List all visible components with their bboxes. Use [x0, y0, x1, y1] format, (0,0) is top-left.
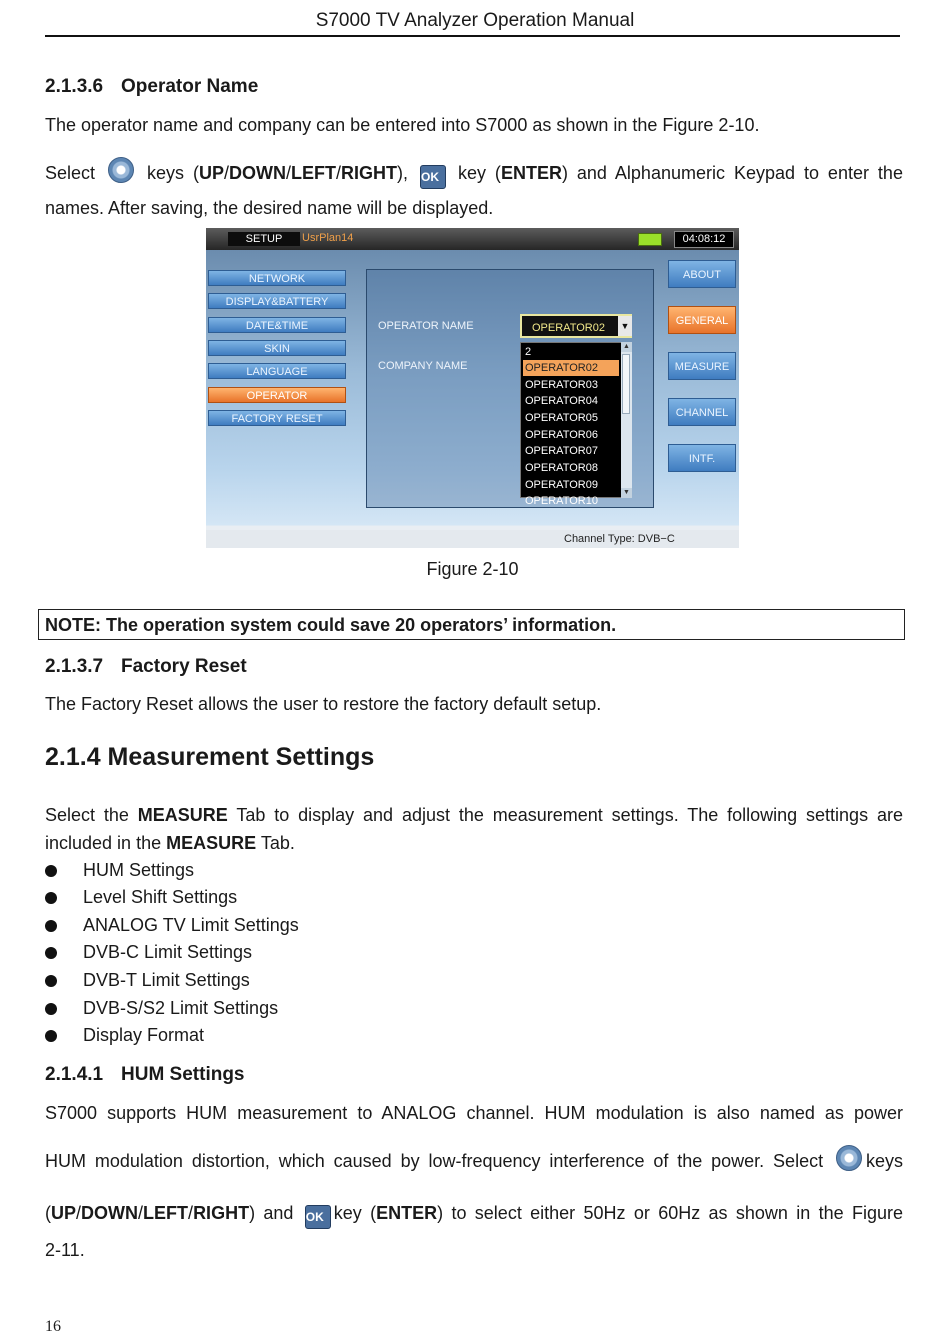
dropdown-item[interactable]: OPERATOR10 [525, 495, 598, 507]
device-screenshot [206, 228, 739, 548]
slash: / [223, 163, 229, 183]
operator-paragraph-1: The operator name and company can be entered into S7000 as shown in the Figure 2-10. [45, 115, 760, 135]
menu-date-time[interactable]: DATE&TIME [208, 317, 346, 333]
list-item: Display Format [83, 1025, 205, 1045]
text-tail: ) and Alphanumeric Keypad to enter the [561, 163, 903, 183]
list-item: DVB-S/S2 Limit Settings [83, 998, 279, 1018]
text: ( [45, 1203, 51, 1223]
clock-display: 04:08:12 [674, 231, 734, 248]
bullet-icon [45, 865, 57, 877]
factory-reset-paragraph: The Factory Reset allows the user to restore the factory default setup. [45, 694, 602, 714]
text: Tab. [260, 833, 295, 853]
bullet-icon [45, 947, 57, 959]
text: keys [865, 1151, 903, 1171]
measure-paragraph-2 [45, 829, 295, 857]
figure-caption: Figure 2-10 [426, 559, 519, 579]
nav-keys-icon [108, 157, 134, 183]
text: ) to select either 50Hz or 60Hz as shown in the Figure [437, 1203, 903, 1223]
heading-measurement-settings: 2.1.4 Measurement Settings [45, 743, 375, 771]
key-down: DOWN [81, 1203, 139, 1223]
key-left: LEFT [143, 1203, 189, 1223]
ok-key-icon: OK [305, 1205, 331, 1229]
dropdown-item[interactable]: OPERATOR04 [525, 395, 598, 407]
dropdown-item[interactable]: 2 [525, 346, 532, 358]
dropdown-item[interactable]: OPERATOR08 [525, 462, 598, 474]
dropdown-item[interactable]: OPERATOR05 [525, 412, 598, 424]
operator-paragraph-2 [45, 157, 903, 189]
dropdown-item[interactable]: OPERATOR06 [525, 429, 598, 441]
menu-skin[interactable]: SKIN [208, 340, 346, 356]
ok-key-icon: OK [420, 165, 446, 189]
text: included in the [45, 833, 162, 853]
list-item: DVB-C Limit Settings [83, 942, 253, 962]
heading-operator-name [45, 76, 258, 98]
section-number: 2.1.3.7 [45, 656, 104, 677]
operator-dropdown-list [520, 342, 632, 507]
chevron-down-icon[interactable]: ▼ [618, 316, 632, 336]
tab-about[interactable]: ABOUT [668, 260, 736, 288]
text: Tab to display and adjust the measurement settings. The following settings are [236, 805, 903, 825]
tab-intf[interactable]: INTF. [668, 444, 736, 472]
bullet-icon [45, 920, 57, 932]
list-item: Level Shift Settings [83, 887, 238, 907]
hum-paragraph-line-3 [45, 1199, 903, 1229]
key-up: UP [198, 163, 224, 183]
menu-operator[interactable]: OPERATOR [208, 387, 346, 403]
text: key ( [333, 1203, 377, 1223]
scroll-up-icon[interactable]: ▲ [621, 342, 632, 352]
dropdown-scrollbar[interactable] [621, 342, 632, 498]
text: HUM modulation distortion, which caused by low-frequency interference of the power. Select [45, 1151, 824, 1171]
bullet-icon [45, 1030, 57, 1042]
menu-language[interactable]: LANGUAGE [208, 363, 346, 379]
measure-tab-ref: MEASURE [166, 833, 257, 853]
tab-channel[interactable]: CHANNEL [668, 398, 736, 426]
list-item: HUM Settings [83, 860, 195, 880]
slash: / [285, 163, 291, 183]
text: ) and [249, 1203, 294, 1223]
list-item: ANALOG TV Limit Settings [83, 915, 299, 935]
slash: / [76, 1203, 82, 1223]
list-item: DVB-T Limit Settings [83, 970, 250, 990]
plan-name: UsrPlan14 [302, 232, 354, 244]
scroll-thumb[interactable] [622, 354, 630, 414]
measure-paragraph-1 [45, 801, 903, 829]
text-keys-open: keys ( [146, 163, 199, 183]
tab-general[interactable]: GENERAL [668, 306, 736, 334]
key-right: RIGHT [341, 163, 398, 183]
key-right: RIGHT [193, 1203, 250, 1223]
dropdown-item-selected[interactable]: OPERATOR02 [523, 360, 619, 376]
dropdown-item[interactable]: OPERATOR09 [525, 479, 598, 491]
key-down: DOWN [228, 163, 286, 183]
menu-factory-reset[interactable]: FACTORY RESET [208, 410, 346, 426]
hum-paragraph-line-1: S7000 supports HUM measurement to ANALOG channel. HUM modulation is also named as power [45, 1103, 903, 1123]
text: Select the [45, 805, 129, 825]
slash: / [138, 1203, 144, 1223]
bullet-icon [45, 1003, 57, 1015]
dropdown-item[interactable]: OPERATOR03 [525, 379, 598, 391]
bullet-icon [45, 975, 57, 987]
hum-paragraph-line-2 [45, 1145, 903, 1175]
section-number: 2.1.3.6 [45, 76, 104, 97]
header-rule [45, 35, 900, 37]
section-title: HUM Settings [121, 1064, 245, 1085]
page-number: 16 [45, 1318, 61, 1335]
operator-name-label: OPERATOR NAME [378, 320, 474, 332]
company-name-label: COMPANY NAME [378, 360, 468, 372]
text-select: Select [45, 163, 96, 183]
section-title: Factory Reset [121, 656, 247, 677]
battery-icon [638, 233, 662, 246]
nav-keys-icon [836, 1145, 862, 1171]
hum-paragraph-line-4: 2-11. [45, 1240, 85, 1260]
slash: / [188, 1203, 194, 1223]
measure-tab-ref: MEASURE [137, 805, 228, 825]
section-title: Operator Name [121, 76, 259, 97]
slash: / [336, 163, 342, 183]
running-header: S7000 TV Analyzer Operation Manual [315, 10, 635, 31]
heading-factory-reset [45, 656, 247, 678]
key-enter: ENTER [500, 163, 562, 183]
channel-type-status: Channel Type: DVB−C [564, 533, 675, 545]
menu-network[interactable]: NETWORK [208, 270, 346, 286]
dropdown-item[interactable]: OPERATOR07 [525, 445, 598, 457]
key-up: UP [51, 1203, 77, 1223]
bullet-icon [45, 892, 57, 904]
tab-measure[interactable]: MEASURE [668, 352, 736, 380]
text-keys-close: ), [397, 163, 409, 183]
note-text: NOTE: The operation system could save 20 operators’ information. [45, 615, 617, 635]
operator-name-select[interactable]: OPERATOR02 [520, 314, 632, 338]
heading-hum-settings [45, 1064, 245, 1086]
scroll-down-icon[interactable]: ▼ [621, 488, 632, 498]
text-key-open: key ( [457, 163, 501, 183]
key-left: LEFT [291, 163, 336, 183]
section-number: 2.1.4.1 [45, 1064, 104, 1085]
operator-paragraph-3: names. After saving, the desired name will be displayed. [45, 198, 494, 218]
setup-tab[interactable]: SETUP [228, 232, 300, 246]
key-enter: ENTER [376, 1203, 438, 1223]
menu-display-battery[interactable]: DISPLAY&BATTERY [208, 293, 346, 309]
